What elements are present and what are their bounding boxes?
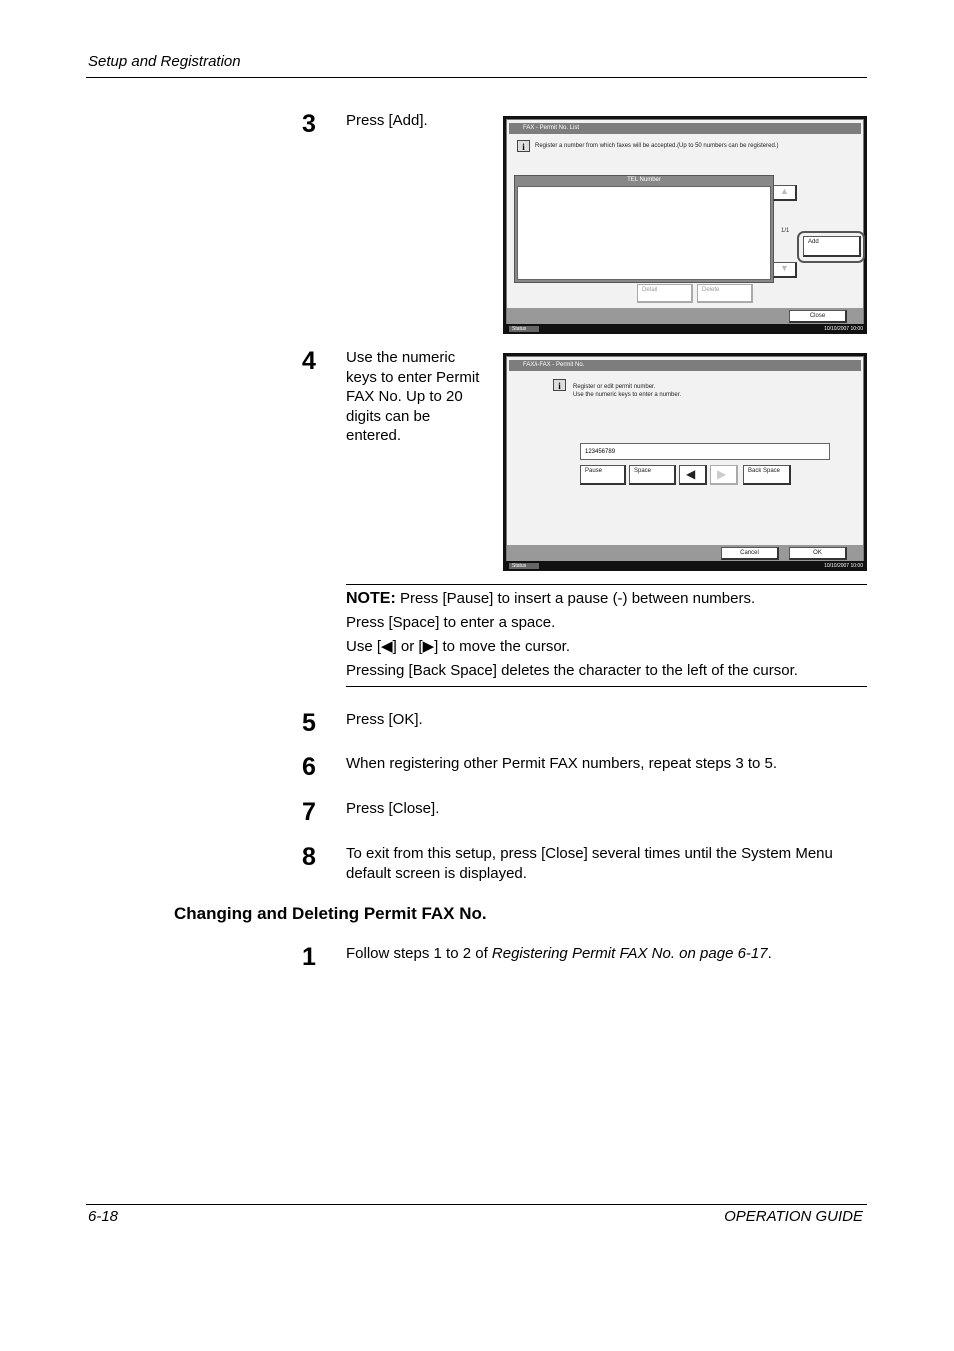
screen1-info: Register a number from which faxes will be accepted.(Up to 50 numbers can be registered.) [535, 143, 779, 149]
step-6-number: 6 [302, 753, 316, 781]
note-line-4: Pressing [Back Space] deletes the character to the left of the cursor. [346, 662, 798, 679]
permit-number-field[interactable]: 123456789 [580, 443, 830, 460]
footer-rule [86, 1204, 867, 1205]
note-line-2: Press [Space] to enter a space. [346, 614, 556, 631]
page-indicator: 1/1 [781, 228, 790, 234]
pause-button[interactable]: Pause [580, 465, 626, 485]
note-box [346, 587, 866, 683]
cursor-left-button[interactable] [679, 465, 707, 485]
permit-entry-screenshot [503, 353, 867, 571]
step-4-line: keys to enter Permit [346, 368, 480, 386]
note-line-3 [346, 635, 866, 659]
permit-list-screenshot [503, 116, 867, 334]
step-8-line-1: To exit from this setup, press [Close] several times until the System Menu [346, 845, 833, 862]
info-line-1: Register or edit permit number. [573, 384, 656, 390]
guide-title: OPERATION GUIDE [724, 1208, 863, 1225]
step-4-line: FAX No. Up to 20 [346, 388, 463, 405]
screen1-time: 10/10/2007 10:00 [824, 326, 863, 332]
list-area [517, 186, 771, 280]
scroll-up-button[interactable]: ▲ [773, 185, 797, 201]
note-bottom-rule [346, 686, 867, 687]
step-8-line-2: default screen is displayed. [346, 864, 527, 882]
add-button[interactable]: Add [803, 236, 861, 257]
step-4-number: 4 [302, 347, 316, 375]
section-step-1-number: 1 [302, 943, 316, 971]
step-1-pre: Follow steps 1 to 2 of [346, 945, 492, 962]
running-header: Setup and Registration [88, 53, 241, 70]
close-button[interactable]: Close [789, 310, 847, 323]
note-text-3b: ] or [ [392, 638, 423, 655]
step-3-text: Press [Add]. [346, 112, 428, 129]
note-text-1: Press [Pause] to insert a pause (-) between numbers. [395, 590, 756, 607]
screen1-title: FAX - Permit No. List [509, 123, 861, 134]
status-button[interactable]: Status [509, 563, 539, 569]
screen2-info [573, 383, 681, 399]
step-6-text: When registering other Permit FAX numbers, repeat steps 3 to 5. [346, 755, 778, 772]
note-text-3a: Use [ [346, 638, 382, 655]
status-button[interactable]: Status [509, 326, 539, 332]
step-1-post: . [767, 945, 772, 962]
screen2-statusbar [503, 561, 867, 571]
cursor-right-button[interactable] [710, 465, 738, 485]
cancel-button[interactable]: Cancel [721, 547, 779, 560]
note-top-rule [346, 584, 867, 585]
step-5-text: Press [OK]. [346, 711, 423, 728]
tel-number-list [514, 175, 774, 283]
step-7-number: 7 [302, 798, 316, 826]
note-text-3c: ] to move the cursor. [434, 638, 571, 655]
arrow-right-icon: ▶ [717, 467, 727, 481]
screen1-statusbar [503, 324, 867, 334]
step-8-number: 8 [302, 843, 316, 871]
scroll-down-button[interactable]: ▼ [773, 262, 797, 278]
left-arrow-icon: ◀ [381, 638, 393, 655]
step-4-line: digits can be [346, 407, 431, 425]
tel-number-column: TEL Number [627, 177, 661, 183]
section-step-1-text [346, 944, 772, 964]
step-4-line: entered. [346, 427, 402, 444]
step-8-text [346, 844, 833, 883]
step-3-number: 3 [302, 110, 316, 138]
delete-button[interactable]: Delete [697, 284, 753, 303]
info-icon: i [517, 140, 530, 152]
cross-reference-link[interactable]: Registering Permit FAX No. on page 6-17 [491, 945, 768, 962]
section-heading: Changing and Deleting Permit FAX No. [174, 904, 487, 923]
step-4-line: Use the numeric [346, 349, 456, 366]
info-line-2: Use the numeric keys to enter a number. [573, 392, 682, 398]
header-rule [86, 77, 867, 78]
screen2-time: 10/10/2007 10:00 [824, 563, 863, 569]
note-label: NOTE: [346, 590, 396, 607]
step-4-text [346, 348, 479, 446]
step-5-number: 5 [302, 709, 316, 737]
backspace-button[interactable]: Back Space [743, 465, 791, 485]
note-line-1 [346, 587, 866, 611]
page-number: 6-18 [88, 1208, 119, 1225]
ok-button[interactable]: OK [789, 547, 847, 560]
space-button[interactable]: Space [629, 465, 676, 485]
arrow-left-icon: ◀ [686, 467, 696, 481]
right-arrow-icon: ▶ [422, 638, 435, 655]
detail-button[interactable]: Detail [637, 284, 693, 303]
step-7-text: Press [Close]. [346, 800, 440, 817]
screen2-title: FAX/i-FAX - Permit No. [509, 360, 861, 371]
info-icon: i [553, 379, 566, 391]
